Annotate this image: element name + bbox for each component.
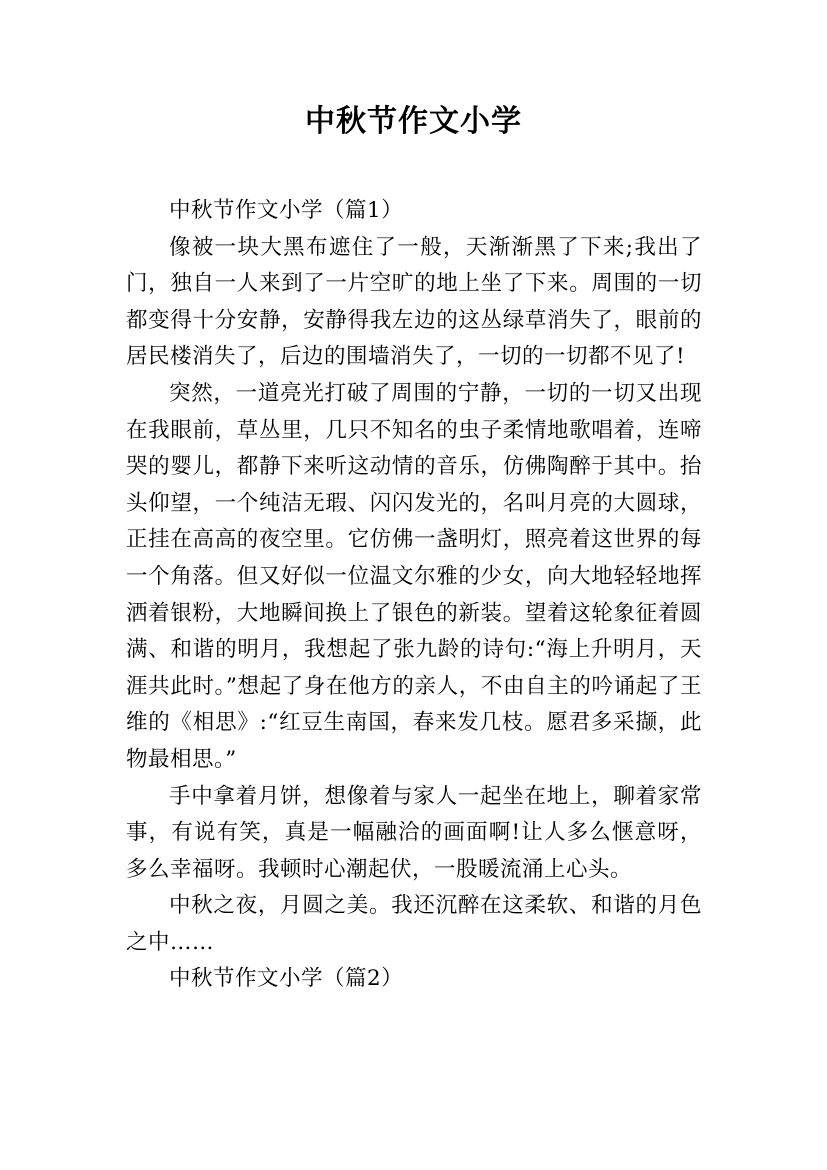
paragraph-4: 中秋之夜，月圆之美。我还沉醉在这柔软、和谐的月色之中…… bbox=[126, 893, 702, 955]
document-title: 中秋节作文小学 bbox=[305, 104, 522, 139]
section-heading-1: 中秋节作文小学（篇1） bbox=[169, 198, 404, 223]
paragraph-3: 手中拿着月饼，想像着与家人一起坐在地上，聊着家常事，有说有笑，真是一幅融洽的画面啊!让人多么惬意呀，多么幸福呀。我顿时心潮起伏，一股暖流涌上心头。 bbox=[126, 783, 702, 882]
document-body bbox=[126, 193, 702, 998]
paragraph-1: 像被一块大黑布遮住了一般，天渐渐黑了下来;我出了门，独自一人来到了一片空旷的地上坐了下来。周围的一切都变得十分安静，安静得我左边的这丛绿草消失了，眼前的居民楼消失了，后边的围墙消失了，一切的一切都不见了! bbox=[126, 234, 702, 370]
paragraph-2: 突然，一道亮光打破了周围的宁静，一切的一切又出现在我眼前，草丛里，几只不知名的虫子柔情地歌唱着，连啼哭的婴儿，都静下来听这动情的音乐，仿佛陶醉于其中。抬头仰望，一个纯洁无瑕、闪闪发光的，名叫月亮的大圆球，正挂在高高的夜空里。它仿佛一盏明灯，照亮着这世界的每一个角落。但又好似一位温文尔雅的少女，向大地轻轻地挥洒着银粉，大地瞬间换上了银色的新装。望着这轮象征着圆满、和谐的明月，我想起了张九龄的诗句:“海上升明月，天涯共此时。”想起了身在他方的亲人，不由自主的吟诵起了王维的《相思》:“红豆生南国，春来发几枝。愿君多采撷，此物最相思。” bbox=[126, 380, 702, 772]
section-heading-2: 中秋节作文小学（篇2） bbox=[169, 966, 404, 992]
